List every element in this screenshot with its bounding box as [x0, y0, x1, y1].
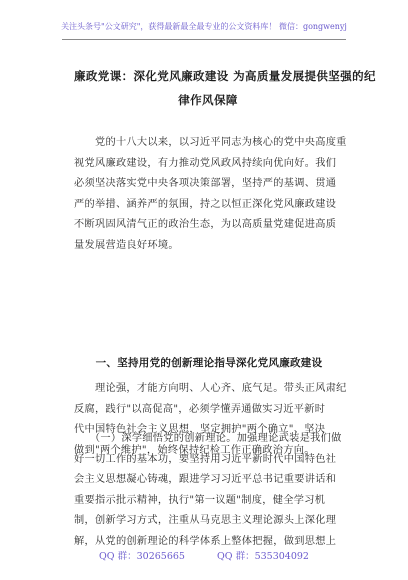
paragraph-line: 党的十八大以来，以习近平同志为核心的党中央高度重 — [74, 137, 347, 148]
intro-paragraph — [74, 133, 347, 256]
header-divider — [62, 39, 346, 40]
paragraph-line: （一）深学细悟党的创新理论。加强理论武装是我们做 — [74, 433, 342, 444]
paragraph-line: 严的举措、涵养严的氛围，持之以恒正深化党风廉政建设 — [74, 198, 337, 210]
qq-group-2: QQ 群：535304092 — [216, 551, 309, 562]
title-line-1: 廉政党课：深化党风廉政建设 为高质量发展提供坚强的纪 — [74, 69, 376, 83]
paragraph-line: 重要指示批示精神，执行"第一议题"制度，健全学习机 — [74, 494, 326, 506]
paragraph-line: 理论强，才能方向明、人心齐、底气足。带头正风肃纪 — [74, 383, 347, 394]
paragraph-line: 视党风廉政建设，有力推动党风政风持续向优向好。我们 — [74, 157, 337, 169]
footer-contact — [0, 548, 408, 562]
paragraph-line: 会主义思想凝心铸魂，跟进学习习近平总书记重要讲话和 — [74, 474, 337, 485]
paragraph-line: 不断巩固风清气正的政治生态，为以高质量党建促进高质 — [74, 219, 337, 230]
section-heading-1: 一、坚持用党的创新理论指导深化党风廉政建设 — [74, 357, 323, 369]
paragraph-line: 制，创新学习方式，注重从马克思主义理论源头上深化理 — [74, 515, 337, 526]
section-1-1-paragraph — [74, 429, 342, 552]
paragraph-line: 必须坚决落实党中央各项决策部署，坚持严的基调、贯通 — [74, 178, 337, 189]
qq-group-1: QQ 群：30265665 — [99, 551, 185, 562]
paragraph-line: 反腐，践行"以高促高"，必须学懂弄通做实习近平新时 — [74, 403, 326, 415]
header-notice: 关注头条号"公文研究"，获得最新最全最专业的公文资料库！ 微信：gongwenyj — [61, 22, 347, 31]
paragraph-line: 代中国特色社会主义思想，坚定拥护"两个确立"、坚决 — [74, 424, 326, 435]
paragraph-line: 做到"两个维护"，始终保持纪检工作正确政治方向。 — [74, 444, 315, 456]
paragraph-line: 量发展营造良好环境。 — [74, 239, 179, 251]
paragraph-line: 解，从党的创新理论的科学体系上整体把握，做到思想上 — [74, 535, 337, 547]
document-title — [74, 64, 376, 112]
paragraph-line: 好一切工作的基本功，要坚持用习近平新时代中国特色社 — [74, 453, 337, 465]
title-line-2: 律作风保障 — [178, 93, 238, 107]
